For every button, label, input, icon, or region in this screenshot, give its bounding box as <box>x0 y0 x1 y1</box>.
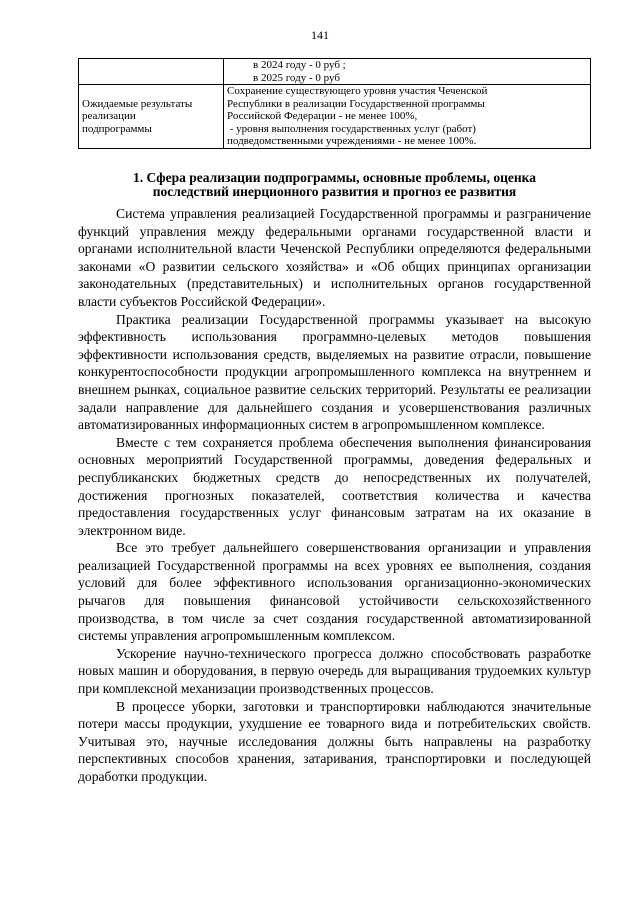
section-heading-line: последствий инерционного развития и прогноз ее развития <box>152 184 517 199</box>
funding-line-2024: в 2024 году - 0 руб ; <box>253 59 346 71</box>
paragraph: Практика реализации Государственной программы указывает на высокую эффективность использования программно-целевых методов повышения эффективности использования средств, выделяемых на развитие отрасли, повышение конкурентоспособности продукции агропромышленного комплекса на внутреннем и внешнем рынках, социальное развитие сельских территорий. Результаты ее реализации задали направление для дальнейшего создания и усовершенствования различных автоматизированных информационных систем в агропромышленном комплексе. <box>78 311 591 433</box>
table-cell-label <box>79 85 224 149</box>
expected-results-line: - уровня выполнения государственных услуг (работ) <box>227 122 476 135</box>
section-heading-line: 1. Сфера реализации подпрограммы, основные проблемы, оценка <box>133 170 536 185</box>
expected-results-line: Российской Федерации - не менее 100%, <box>227 110 418 122</box>
paragraph: Система управления реализацией Государственной программы и разграничение функций управления между федеральными органами государственной власти и органами исполнительной власти Чеченской Республики определяются федеральными законами «О развитии сельского хозяйства» и «Об общих принципах организации законодательных (представительных) и исполнительных органов государственной власти субъектов Российской Федерации». <box>78 206 591 309</box>
page-number: 141 <box>311 28 329 42</box>
expected-results-label: подпрограммы <box>82 122 152 135</box>
table-row <box>79 85 591 149</box>
funding-line-2025: в 2025 году - 0 руб <box>253 71 340 84</box>
table-row <box>79 59 591 85</box>
section-heading <box>78 171 591 199</box>
paragraph: Вместе с тем сохраняется проблема обеспечения выполнения финансирования основных мероприятий Государственной программы, доведения федеральных и республиканских бюджетных средств до непосредственных их получателей, достижения прогнозных показателей, соответствия количества и качества предоставления государственных услуг финансовым затратам на их оказание в электронном виде. <box>78 434 591 538</box>
paragraph: Ускорение научно-технического прогресса должно способствовать разработке новых машин и оборудования, в первую очередь для выращивания трудоемких культур при комплексной механизации производственных процессов. <box>78 645 591 697</box>
expected-results-line: Республики в реализации Государственной программы <box>227 97 485 110</box>
body-text <box>78 205 591 786</box>
expected-results-label: реализации <box>82 110 136 122</box>
expected-results-line: Сохранение существующего уровня участия Чеченской <box>227 85 488 97</box>
subprogram-passport-table <box>78 58 591 149</box>
table-cell-results <box>224 85 591 149</box>
expected-results-label: Ожидаемые результаты <box>82 97 193 110</box>
paragraph: В процессе уборки, заготовки и транспортировки наблюдаются значительные потери массы продукции, ухудшение ее товарного вида и потребительских свойств. Учитывая это, научные исследования должны быть направлены на разработку перспективных способов хранения, затаривания, транспортировки и последующей доработки продукции. <box>78 698 591 784</box>
table-cell-funding <box>224 59 591 85</box>
expected-results-line: подведомственными учреждениями - не менее 100%. <box>227 135 477 147</box>
paragraph: Все это требует дальнейшего совершенствования организации и управления реализацией Государственной программы на всех уровнях ее выполнения, создания условий для более эффективного использования организационно-экономических рычагов для повышения финансовой устойчивости сельскохозяйственного производства, в том числе за счет создания государственной автоматизированной системы управления агропромышленным комплексом. <box>78 540 591 644</box>
table-cell-empty <box>79 59 224 85</box>
